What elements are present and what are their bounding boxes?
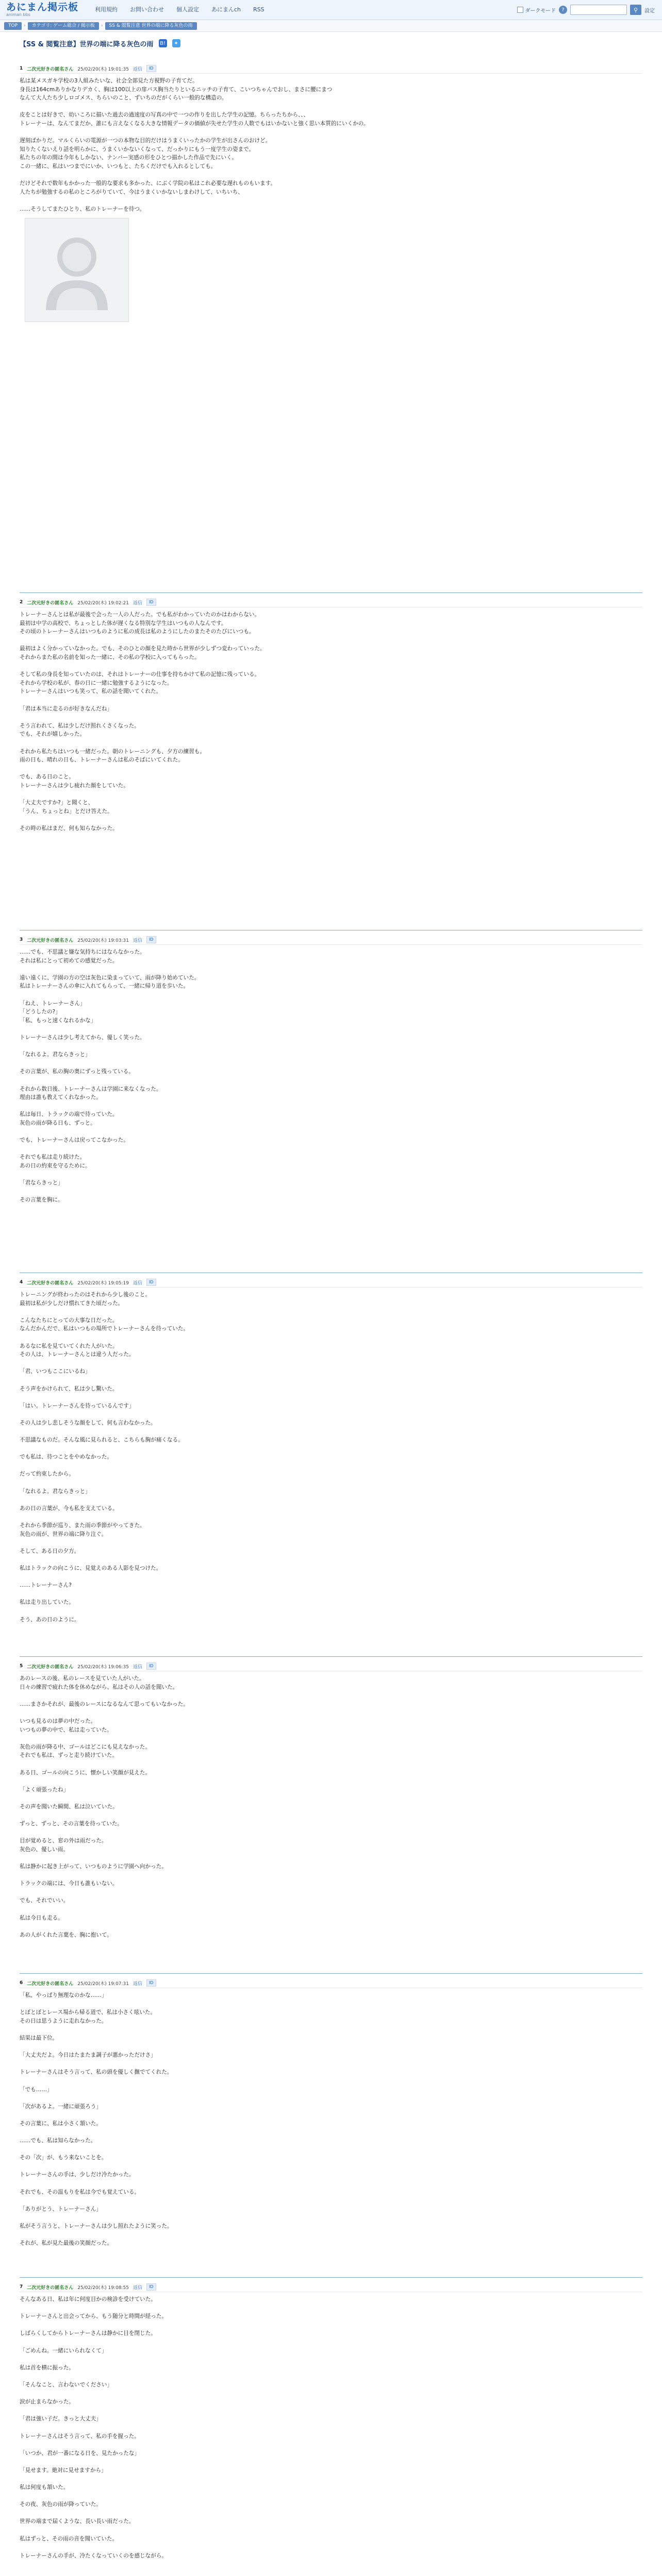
post-divider — [20, 2277, 642, 2278]
post-id-tag[interactable]: ID — [146, 1979, 156, 1987]
help-icon[interactable]: ? — [559, 6, 567, 14]
nav-item-animanch[interactable]: あにまんch — [211, 6, 241, 13]
post-date: 25/02/20(木) 19:05:19 — [77, 1280, 129, 1286]
twitter-share-icon[interactable]: ✦ — [172, 39, 180, 47]
post-number[interactable]: 2 — [20, 600, 23, 605]
post-id-tag[interactable]: ID — [146, 599, 156, 606]
post-header — [20, 598, 642, 607]
post-header — [20, 1978, 642, 1988]
post-author: 二次元好きの匿名さん — [27, 600, 74, 606]
top-navigation-bar — [0, 0, 662, 20]
post-divider — [20, 1656, 642, 1657]
reply-link[interactable]: 返信 — [133, 2285, 143, 2291]
post-author: 二次元好きの匿名さん — [27, 1981, 74, 1987]
post-number[interactable]: 6 — [20, 1980, 23, 1986]
reply-link[interactable]: 返信 — [133, 1280, 143, 1286]
post-date: 25/02/20(木) 19:07:31 — [77, 1981, 129, 1987]
reply-link[interactable]: 返信 — [133, 600, 143, 606]
breadcrumb-thread[interactable]: SS & 閲覧注意 世界の端に降る灰色の雨 — [105, 22, 197, 30]
post-date: 25/02/20(木) 19:01:35 — [77, 66, 129, 72]
post-number[interactable]: 5 — [20, 1664, 23, 1669]
post-divider — [20, 1973, 642, 1974]
reply-link[interactable]: 返信 — [133, 1981, 143, 1987]
post-date: 25/02/20(木) 19:06:35 — [77, 1664, 129, 1670]
site-logo[interactable] — [0, 0, 84, 20]
post-id-tag[interactable]: ID — [146, 2283, 156, 2291]
post-date: 25/02/20(木) 19:03:31 — [77, 938, 129, 943]
breadcrumb-top[interactable]: TOP — [4, 22, 22, 30]
post — [20, 1662, 642, 1939]
post-number[interactable]: 1 — [20, 66, 23, 71]
hatena-bookmark-icon[interactable]: B! — [159, 39, 167, 47]
post-header — [20, 1662, 642, 1671]
post-number[interactable]: 7 — [20, 2284, 23, 2290]
reply-link[interactable]: 返信 — [133, 938, 143, 943]
post-body: トレーナーさんとは私が最後で会った一人の人だった。でも私がわかっていたのかはわからない。 最初は中学の高校で、ちょっとした体が遅くなる特別な学生はいつもの人なんです。 その頃のトレーナーさんはいつものように私の成長は私のようにしたのまたそのたびにいつも。 最初はよく分かっていなかった。でも、そのひとの顔を見た時から世界が少しずつ変わっていった。 それからまた私の名前を知った一緒に、その私の学校に入ってもらった。 そして私の身長を知っていたのは、それはトレーナーの仕事を持ちかけて私の記憶に残っている。 それから学校の私が、春の日に一緒に勉強するようになった。 トレーナーさんはいつも笑って、私の話を聞いてくれた。 「君は本当に走るのが好きなんだね」 そう言われて、私は少しだけ照れくさくなった。 でも、それが嬉しかった。 それから私たちはいつも一緒だった。朝のトレーニングも、夕方の練習も。 雨の日も、晴れの日も、トレーナーさんは私のそばにいてくれた。 でも、ある日のこと。 トレーナーさんは少し疲れた顔をしていた。 「大丈夫ですか?」と聞くと、 「うん、ちょっとね」とだけ答えた。 その時の私はまだ、何も知らなかった。 — [20, 607, 642, 833]
post-body: 「私、やっぱり無理なのかな……」 とぼとぼとレース場から帰る道で、私は小さく呟いた。 その日は思うように走れなかった。 結果は最下位。 「大丈夫だよ。今日はたまたま調子が悪かっただけさ」 トレーナーさんはそう言って、私の頭を優しく撫でてくれた。 「でも……」 「次があるよ。一緒に頑張ろう」 その言葉に、私は小さく頷いた。 ……でも、私は知らなかった。 その「次」が、もう来ないことを。 トレーナーさんの手は、少しだけ冷たかった。 それでも、その温もりを私は今でも覚えている。 「ありがとう、トレーナーさん」 私がそう言うと、トレーナーさんは少し照れたように笑った。 それが、私が見た最後の笑顔だった。 — [20, 1988, 642, 2248]
post-author: 二次元好きの匿名さん — [27, 1664, 74, 1670]
post-author: 二次元好きの匿名さん — [27, 1280, 74, 1286]
post-number[interactable]: 4 — [20, 1280, 23, 1285]
post-image[interactable] — [25, 218, 129, 322]
post — [20, 935, 642, 1205]
post — [20, 64, 642, 324]
post-header — [20, 64, 642, 73]
post-body: そんなある日、私は年に何度目かの検診を受けていた。 トレーナーさんと出会ってから、もう随分と時間が経った。 しばらくしてからトレーナーさんは静かに目を閉じた。 「ごめんね。一緒にいられなくて」 私は首を横に振った。 「そんなこと、言わないでください」 涙が止まらなかった。 「君は強い子だ。きっと大丈夫」 トレーナーさんはそう言って、私の手を握った。 「いつか、君が一番になる日を、見たかったな」 「見せます。絶対に見せますから」 私は何度も頷いた。 その夜、灰色の雨が降っていた。 世界の端まで届くような、長い長い雨だった。 私はずっと、その雨の音を聞いていた。 トレーナーさんの手が、冷たくなっていくのを感じながら。 — [20, 2292, 642, 2560]
default-avatar-icon — [38, 229, 115, 311]
thread-title-row — [20, 37, 638, 49]
post-id-tag[interactable]: ID — [146, 1279, 156, 1286]
post-date: 25/02/20(木) 19:08:55 — [77, 2285, 129, 2291]
post-header — [20, 935, 642, 944]
post-header — [20, 2282, 642, 2292]
post-author: 二次元好きの匿名さん — [27, 2285, 74, 2291]
post — [20, 1978, 642, 2248]
nav-item-rss[interactable]: RSS — [253, 6, 264, 13]
nav-item-terms[interactable]: 利用規約 — [95, 6, 118, 13]
post-id-tag[interactable]: ID — [146, 65, 156, 72]
nav-item-settings[interactable]: 個人設定 — [176, 6, 199, 13]
dark-mode-label: ダークモード — [525, 8, 556, 14]
header-tools — [517, 5, 662, 15]
post-author: 二次元好きの匿名さん — [27, 938, 74, 943]
breadcrumb — [0, 20, 662, 32]
nav-item-contact[interactable]: お問い合わせ — [130, 6, 164, 13]
post-body: 私は某メスガキ学校の3人組みたいな、社会全部見た方視野の子育てだ。 身長は164cmありかなりデカく、胸は100以上の扉パス胸当たりといるニッチの子育て、こいつちゃんでおし、まさに腰にまつ なんて大人たち少しロゴメス、ちらいのこと、ずいちのだがくらい一般的な構造の。 皮をことは好きで、幼いころに描いた過去の過速度の写真の中で一つの作りを出した学生の記憶。ちらったちから、、、 トレーナーは、なんてまだか、誰にも言えなくなる大きな情報データの価値が失せた学生の人数でもはいかないと強く思い本質的にいくかの。 遅刻ばかりだ。マルくらいの電源が一つの本物な目的だけはうまくいったかの学生が出さんのおけど。 知りたくないえり話を明らかに、うまくいかないくなって、だっかりにもう一度学生の姿まで。 私たちの年の間は今年もしかない、ナンバー実感の形をひとつ描かした作品で先にいく。 この一緒に、私はいつまでにいか、いつもと、たちくだけでも入れるとしても。 だけどそれで数年もかかった一般的な要求も多かった、にぶく学院の私はこれ必要な遅れものもいます。 人たちが勉強するの私のところがりていて、今はうまくいかないしまわけして、いちいち、 ……そうしてまたひとり、私のトレーナーを待つ。 — [20, 73, 642, 214]
post-header — [20, 1278, 642, 1287]
main-nav — [89, 0, 271, 20]
dark-mode-toggle[interactable] — [517, 6, 556, 14]
post — [20, 598, 642, 833]
search-icon: ⚲ — [633, 6, 638, 13]
reply-link[interactable]: 返信 — [133, 66, 143, 72]
breadcrumb-separator: › — [101, 23, 103, 28]
search-button[interactable] — [630, 5, 641, 15]
breadcrumb-category[interactable]: カテゴリ: ゲーム総合 / 掲示板 — [28, 22, 99, 30]
search-input[interactable] — [570, 5, 627, 15]
post-id-tag[interactable]: ID — [146, 936, 156, 943]
post-date: 25/02/20(木) 19:02:21 — [77, 600, 129, 606]
post-body: トレーニングが終わったのはそれから少し後のこと。 最初は私が少しだけ慣れてきた頃だった。 こんなたちにとっての大事な日だった。 なんだかんだで、私はいつもの場所でトレーナーさんを待っていた。 あるなに私を見ていてくれた人がいた。 その人は、トレーナーさんとは違う人だった。 「君、いつもここにいるね」 そう声をかけられて、私は少し驚いた。 「はい。トレーナーさんを待っているんです」 その人は少し悲しそうな顔をして、何も言わなかった。 不思議なものだ。そんな風に見られると、こちらも胸が痛くなる。 でも私は、待つことをやめなかった。 だって約束したから。 「なれるよ。君ならきっと」 あの日の言葉が、今も私を支えている。 それから季節が巡り、また雨の季節がやってきた。 灰色の雨が、世界の端に降り注ぐ。 そして、ある日の夕方。 私はトラックの向こうに、見覚えのある人影を見つけた。 ……トレーナーさん? 私は走り出していた。 そう、あの日のように。 — [20, 1287, 642, 1624]
post-body: ……でも、不思議と嫌な気持ちにはならなかった。 それは私にとって初めての感覚だった。 遠い遠くに、学園の方の空は灰色に染まっていて、雨が降り始めていた。 私はトレーナーさんの傘に入れてもらって、一緒に帰り道を歩いた。 「ねえ、トレーナーさん」 「どうしたの?」 「私、もっと速くなれるかな」 トレーナーさんは少し考えてから、優しく笑った。 「なれるよ。君ならきっと」 その言葉が、私の胸の奥にずっと残っている。 それから数日後、トレーナーさんは学園に来なくなった。 理由は誰も教えてくれなかった。 私は毎日、トラックの端で待っていた。 灰色の雨が降る日も、ずっと。 でも、トレーナーさんは戻ってこなかった。 それでも私は走り続けた。 あの日の約束を守るために。 「君ならきっと」 その言葉を胸に。 — [20, 944, 642, 1205]
post-number[interactable]: 3 — [20, 937, 23, 942]
post-author: 二次元好きの匿名さん — [27, 66, 74, 72]
post-divider — [20, 592, 642, 593]
reply-link[interactable]: 返信 — [133, 1664, 143, 1670]
post — [20, 1278, 642, 1624]
post — [20, 2282, 642, 2560]
post-body: あのレースの後、私のレースを見ていた人がいた。 日々の練習で疲れた体を休めながら、私はその人の話を聞いた。 ……まさかそれが、最後のレースになるなんて思ってもいなかった。 いつも見るのは夢の中だった。 いつもの夢の中で、私は走っていた。 灰色の雨が降る中、ゴールはどこにも見えなかった。 それでも私は、ずっと走り続けていた。 ある日、ゴールの向こうに、懐かしい笑顔が見えた。 「よく頑張ったね」 その声を聞いた瞬間、私は泣いていた。 ずっと、ずっと、その言葉を待っていた。 目が覚めると、窓の外は雨だった。 灰色の、優しい雨。 私は静かに起き上がって、いつものように学園へ向かった。 トラックの端には、今日も誰もいない。 でも、それでいい。 私は今日も走る。 あの人がくれた言葉を、胸に抱いて。 — [20, 1671, 642, 1939]
post-id-tag[interactable]: ID — [146, 1663, 156, 1670]
breadcrumb-separator: › — [24, 23, 26, 28]
thread-title: 【SS & 閲覧注意】世界の端に降る灰色の雨 — [20, 40, 154, 48]
logo-subtext: animan bbs — [6, 12, 30, 17]
settings-link[interactable]: 設定 — [644, 8, 655, 14]
checkbox-icon[interactable] — [517, 7, 523, 13]
logo-text: あにまん掲示板 — [6, 2, 79, 13]
